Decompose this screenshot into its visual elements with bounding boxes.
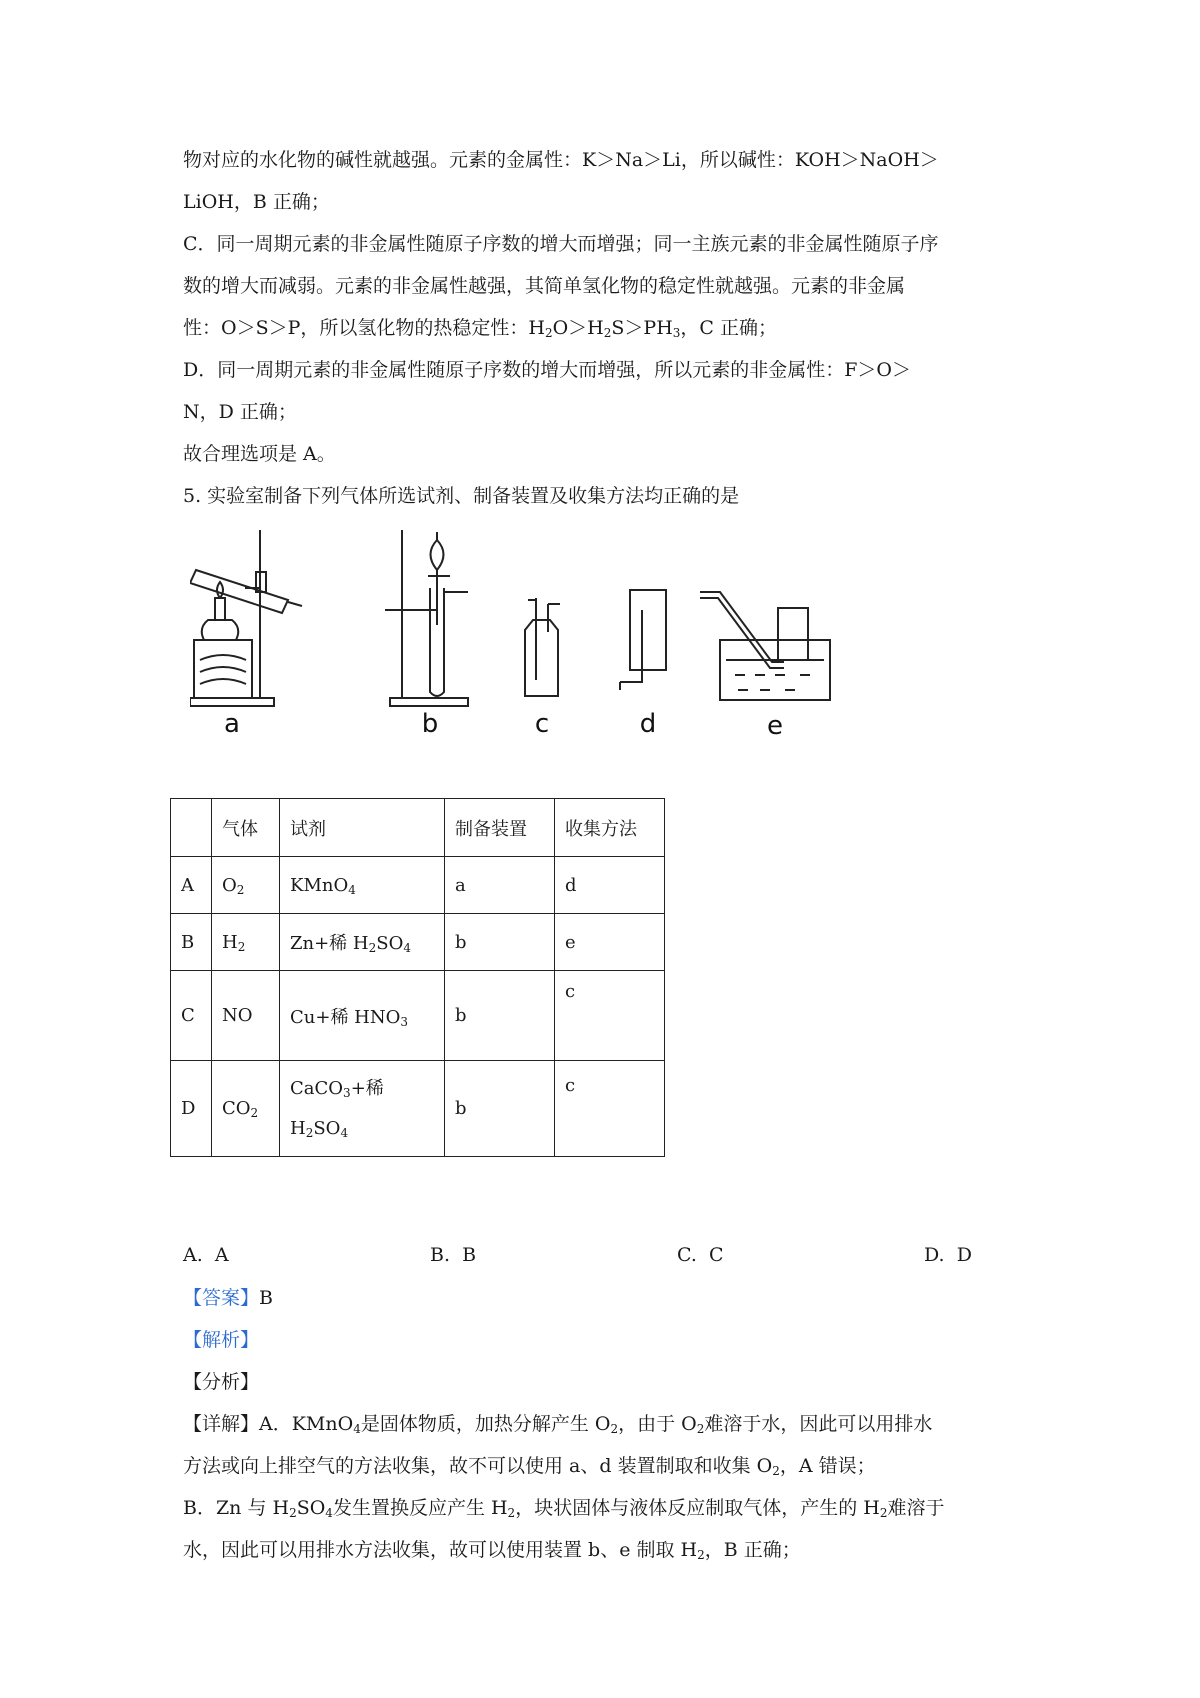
table-row [171,971,665,1061]
option-a[interactable]: A. A [183,1244,229,1266]
row-letter: D [171,1061,212,1157]
reagent-cell: KMnO$_4$ [280,857,445,914]
header-cell: 气体 [212,799,280,857]
option-c[interactable]: C. C [677,1244,724,1266]
apparatus-e [700,592,830,700]
row-letter: C [171,971,212,1061]
figure-label: a [224,709,240,739]
row-letter: B [171,914,212,971]
answer-line: 【答案】B [183,1287,273,1309]
figure-label: b [421,709,439,739]
detail-line: 方法或向上排空气的方法收集，故不可以使用 a、d 装置制取和收集 $O_2$，A 错误； [183,1455,876,1478]
reagent-table [170,798,665,1157]
text-line: D．同一周期元素的非金属性随原子序数的增大而增强，所以元素的非金属性：F＞O＞ [183,359,911,381]
text-line: 性：O＞S＞P，所以氢化物的热稳定性：$H_2O>H_2S>PH_3$，C 正确； [183,317,777,340]
reagent-cell: Zn+稀 $H_2SO_4$ [280,914,445,971]
apparatus-cell: b [445,1061,555,1157]
figure-label: e [767,711,783,740]
row-letter: A [171,857,212,914]
analysis-tag: 【解析】 [183,1329,260,1351]
collection-cell: c [555,971,665,1061]
apparatus-figure [190,520,890,740]
option-d[interactable]: D. D [924,1244,972,1266]
detail-line: 水，因此可以用排水方法收集，故可以使用装置 b、e 制取 $H_2$，B 正确； [183,1539,801,1562]
text-line: LiOH，B 正确； [183,191,330,213]
text-line: 数的增大而减弱。元素的非金属性越强，其简单氢化物的稳定性就越强。元素的非金属 [183,275,906,297]
collection-cell: e [555,914,665,971]
apparatus-cell: b [445,971,555,1061]
gas-cell: NO [212,971,280,1061]
header-cell: 制备装置 [445,799,555,857]
option-b[interactable]: B. B [430,1244,477,1266]
header-cell: 试剂 [280,799,445,857]
gas-cell: $CO_2$ [212,1061,280,1157]
collection-cell: d [555,857,665,914]
apparatus-d [620,590,666,690]
table-row [171,1061,665,1157]
figure-label: d [639,709,657,739]
header-cell [171,799,212,857]
text-line: 故合理选项是 A。 [183,443,336,465]
collection-cell: c [555,1061,665,1157]
reagent-cell: CaCO$_3$+稀 $H_2SO_4$ [280,1061,445,1157]
detail-line: 【详解】A．KMnO$_4$是固体物质，加热分解产生 $O_2$，由于 $O_2$难溶于水，因此可以用排水 [183,1413,933,1436]
apparatus-c [525,598,560,696]
table-row [171,857,665,914]
header-cell: 收集方法 [555,799,665,857]
figure-label: c [534,709,550,739]
apparatus-cell: b [445,914,555,971]
table-header-row [171,799,665,857]
gas-cell: $O_2$ [212,857,280,914]
question-stem: 5. 实验室制备下列气体所选试剂、制备装置及收集方法均正确的是 [183,485,740,507]
apparatus-b [385,530,468,706]
apparatus-a [190,530,302,706]
gas-cell: $H_2$ [212,914,280,971]
reagent-cell: Cu+稀 $HNO_3$ [280,971,445,1061]
text-line: N，D 正确； [183,401,297,423]
text-line: C．同一周期元素的非金属性随原子序数的增大而增强；同一主族元素的非金属性随原子序 [183,233,939,255]
table-row [171,914,665,971]
apparatus-cell: a [445,857,555,914]
detail-line: B．Zn 与 $H_2SO_4$发生置换反应产生 $H_2$，块状固体与液体反应制取气体，产生的 $H_2$难溶于 [183,1497,945,1520]
text-line: 物对应的水化物的碱性就越强。元素的金属性：K＞Na＞Li，所以碱性：KOH＞NaOH＞ [183,149,939,171]
fenxi-tag: 【分析】 [183,1371,260,1393]
